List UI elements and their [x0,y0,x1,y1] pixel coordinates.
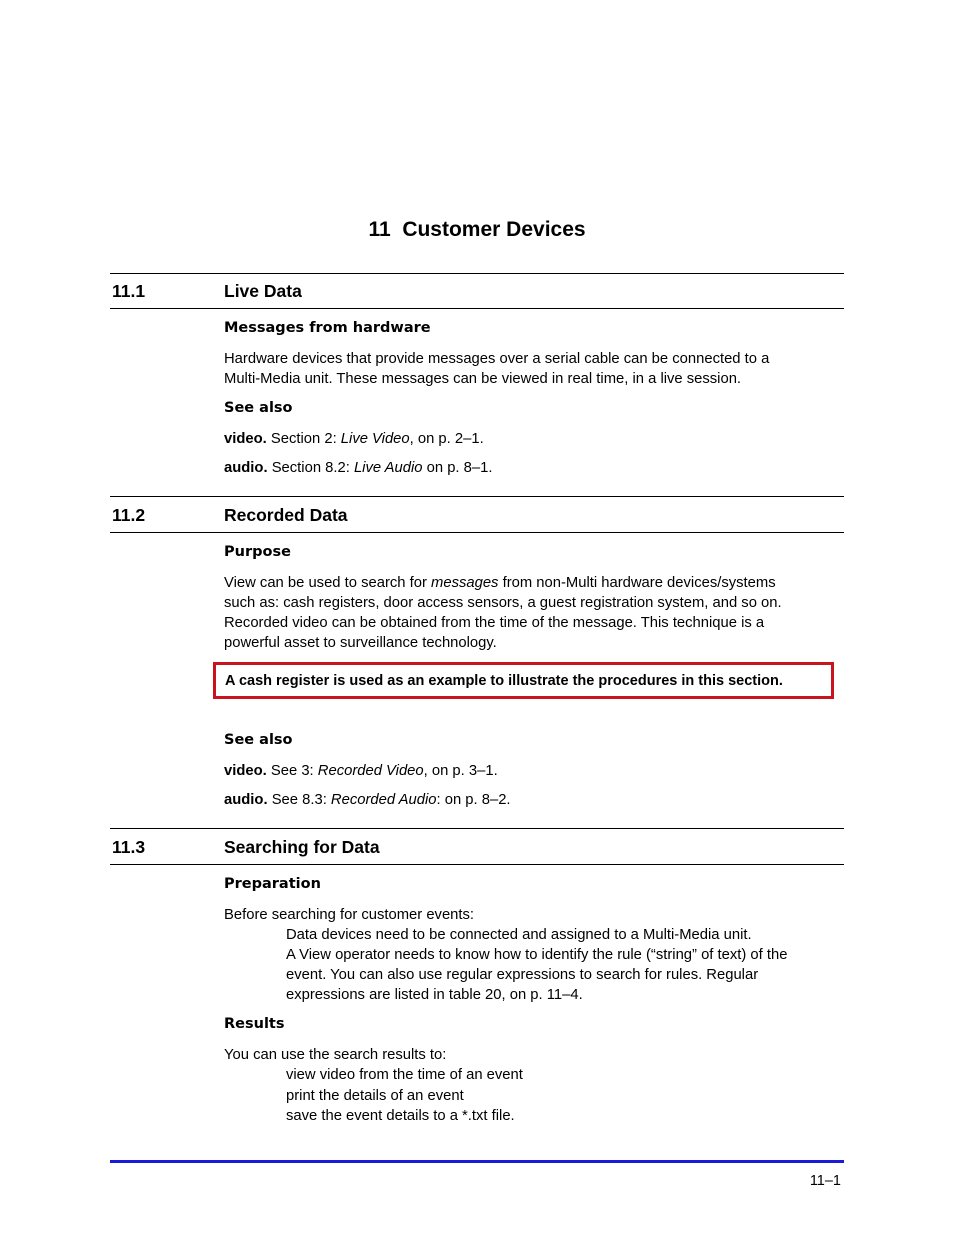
list-item [286,945,841,1005]
list-item: Data devices need to be connected and assigned to a Multi-Media unit. [286,927,752,943]
ref-text: : on p. 8–2. [436,792,511,808]
paragraph-line: powerful asset to surveillance technology. [224,635,497,651]
ref-link[interactable]: Recorded Video [317,763,424,779]
ref-text: Section 2: [266,431,341,447]
see-also-audio [224,458,834,478]
paragraph-line: such as: cash registers, door access sensors, a guest registration system, and so on. [224,595,782,611]
list-item: view video from the time of an event [286,1067,523,1083]
note-box: A cash register is used as an example to illustrate the procedures in this section. [213,662,834,699]
footer-rule [110,1160,844,1163]
section-number: 11.2 [112,505,146,525]
section-number: 11.1 [112,281,146,301]
emphasis: messages [431,575,499,591]
section-rule-top [110,496,844,497]
chapter-number: 11 [368,218,391,241]
chapter-name: Customer Devices [402,218,586,241]
paragraph: You can use the search results to: [224,1047,447,1063]
see-also-heading: See also [224,732,293,748]
section-number: 11.3 [112,837,146,857]
subheading: Results [224,1016,285,1032]
paragraph-line [224,573,834,593]
section-rule-bottom [110,308,844,309]
ref-label: audio. [224,460,268,476]
ref-text: See 8.3: [267,792,331,808]
ref-link[interactable]: Live Audio [353,460,423,476]
ref-link[interactable]: Live Video [340,431,410,447]
ref-label: video. [224,431,267,447]
section-rule-top [110,828,844,829]
text: from non-Multi hardware devices/systems [498,575,776,591]
section-rule-bottom [110,532,844,533]
subheading: Messages from hardware [224,320,431,336]
section-title: Recorded Data [224,505,348,525]
section-title: Live Data [224,281,302,301]
see-also-video [224,429,834,449]
text: View can be used to search for [224,575,432,591]
paragraph-line: Hardware devices that provide messages over a serial cable can be connected to a [224,351,770,367]
ref-label: video. [224,763,267,779]
paragraph-line: Multi-Media unit. These messages can be viewed in real time, in a live session. [224,371,742,387]
section-rule-top [110,273,844,274]
list-line: A View operator needs to know how to identify the rule (“string” of text) of the [286,947,788,963]
page-number: 11–1 [809,1173,841,1189]
see-also-heading: See also [224,400,293,416]
chapter-title [0,218,954,242]
paragraph [224,349,834,389]
list-item: print the details of an event [286,1088,464,1104]
see-also-audio [224,790,834,810]
subheading: Preparation [224,876,321,892]
ref-link[interactable]: Recorded Audio [330,792,437,808]
list-line: event. You can also use regular expressions to search for rules. Regular [286,967,759,983]
list-line: expressions are listed in table 20, on p. 11–4. [286,987,583,1003]
ref-label: audio. [224,792,268,808]
list-item: save the event details to a *.txt file. [286,1108,515,1124]
paragraph: Before searching for customer events: [224,907,475,923]
ref-text: on p. 8–1. [422,460,493,476]
ref-text: , on p. 2–1. [409,431,484,447]
ref-text: , on p. 3–1. [423,763,498,779]
section-rule-bottom [110,864,844,865]
ref-text: See 3: [266,763,318,779]
ref-text: Section 8.2: [267,460,354,476]
paragraph-line: Recorded video can be obtained from the time of the message. This technique is a [224,615,765,631]
section-title: Searching for Data [224,837,380,857]
subheading: Purpose [224,544,291,560]
see-also-video [224,761,834,781]
paragraph [224,573,834,653]
